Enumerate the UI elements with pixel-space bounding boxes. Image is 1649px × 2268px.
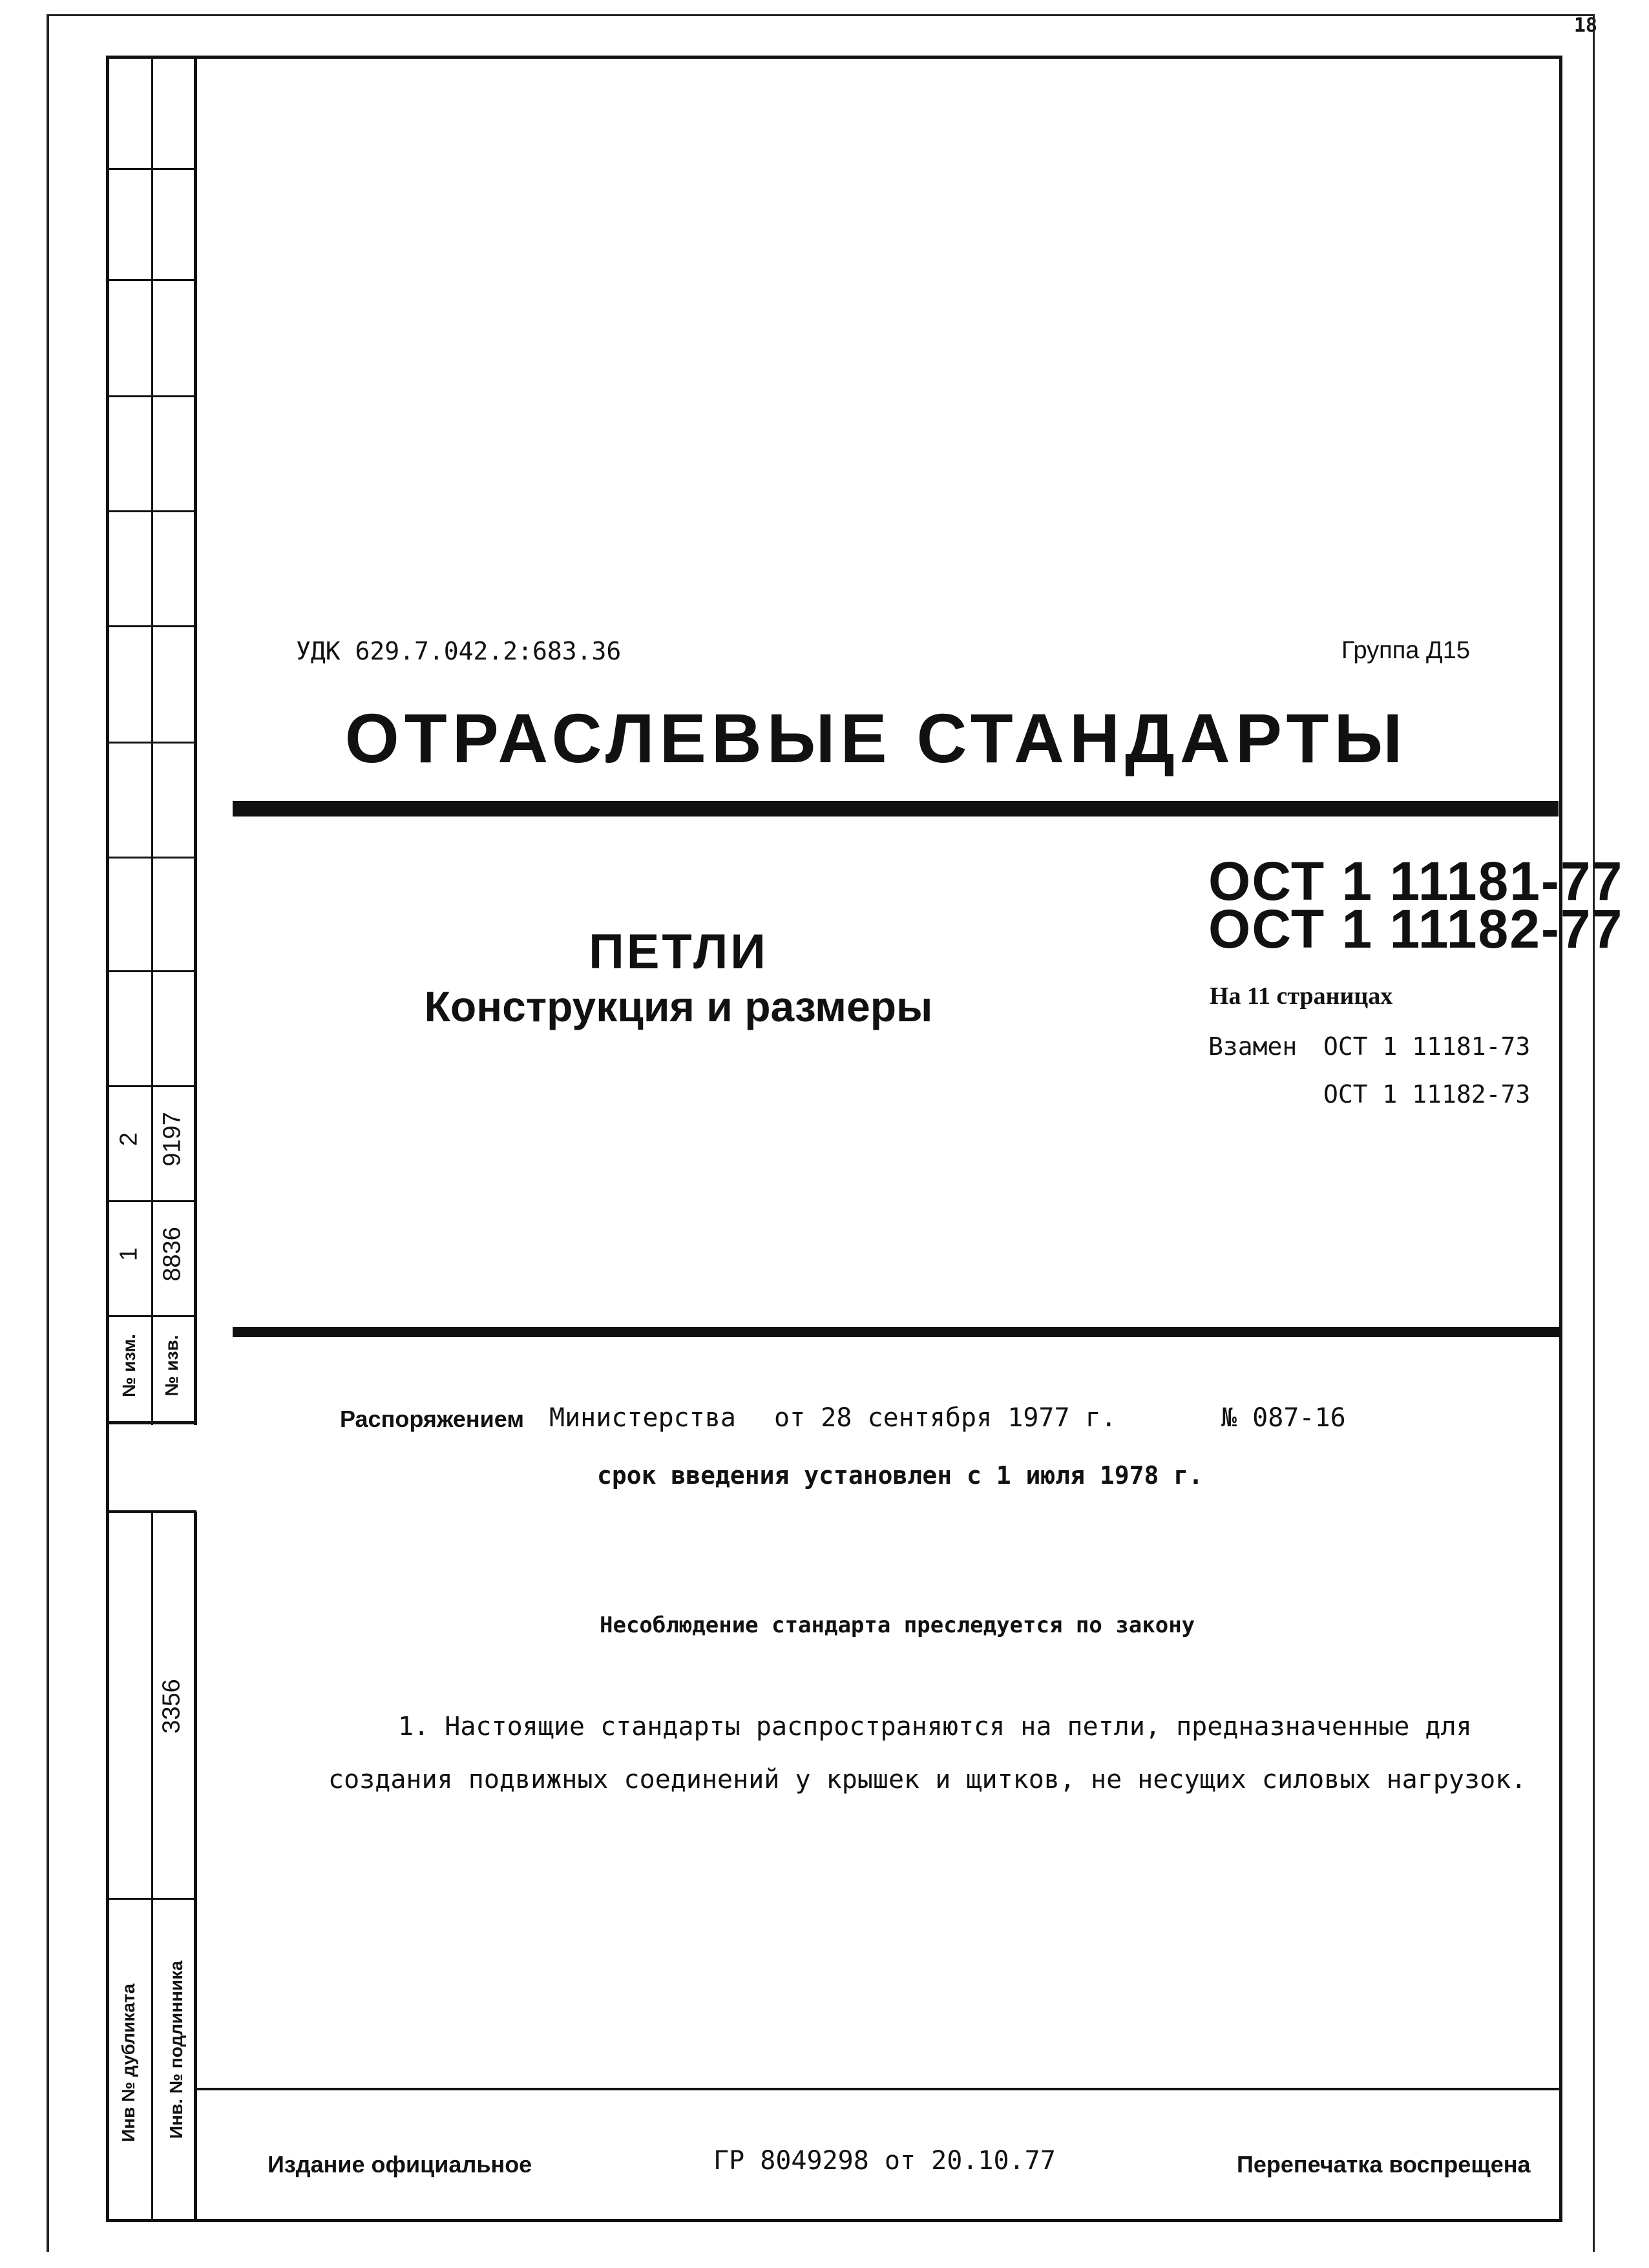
law-notice: Несоблюдение стандарта преследуется по закону — [600, 1612, 1195, 1638]
order-number: № 087-16 — [1221, 1403, 1346, 1433]
registration-number: ГР 8049298 от 20.10.77 — [713, 2146, 1056, 2176]
page-count: На 11 страницах — [1210, 983, 1393, 1010]
page-number: 18 — [1573, 14, 1597, 37]
paragraph-1-line-2: создания подвижных соединений у крышек и щитков, не несущих силовых нагрузок. — [328, 1765, 1527, 1795]
replaces-code-2: ОСТ 1 11182-73 — [1323, 1080, 1531, 1108]
paragraph-1-line-1: 1. Настоящие стандарты распространяются на петли, предназначенные для — [398, 1712, 1472, 1742]
udk-code: УДК 629.7.042.2:683.36 — [296, 637, 622, 665]
main-frame — [106, 56, 1562, 2222]
reprint-prohibited: Перепечатка воспрещена — [1237, 2151, 1531, 2178]
label-revision-no: № изм. — [119, 1334, 139, 1397]
document-subtitle: Конструкция и размеры — [424, 983, 933, 1030]
thick-rule-top — [233, 801, 1559, 817]
order-label: Распоряжением — [340, 1406, 524, 1432]
thick-rule-bottom — [233, 1327, 1562, 1337]
replaces-code-1: ОСТ 1 11181-73 — [1323, 1032, 1531, 1061]
order-date: от 28 сентября 1977 г. — [774, 1403, 1117, 1433]
label-notice-no: № изв. — [162, 1335, 182, 1397]
replaces-label: Взамен — [1208, 1032, 1297, 1061]
effective-date: срок введения установлен с 1 июля 1978 г. — [597, 1461, 1203, 1490]
document-title: ПЕТЛИ — [589, 924, 768, 979]
revision-number-2: 2 — [115, 1132, 143, 1147]
ministry: Министерства — [549, 1403, 736, 1433]
notice-number-9197: 9197 — [158, 1112, 186, 1167]
label-duplicate-inventory: Инв № дубликата — [118, 1983, 138, 2142]
label-original-inventory: Инв. № подлинника — [166, 1961, 186, 2139]
notice-number-8836: 8836 — [158, 1227, 186, 1282]
group-code: Группа Д15 — [1341, 637, 1470, 664]
footer-rule — [194, 2088, 1562, 2090]
revision-number-1: 1 — [115, 1247, 143, 1262]
official-edition: Издание официальное — [268, 2151, 532, 2178]
original-inventory-value: 3356 — [158, 1679, 185, 1734]
main-title: ОТРАСЛЕВЫЕ СТАНДАРТЫ — [344, 699, 1408, 777]
standard-code-2: ОСТ 1 11182-77 — [1208, 899, 1624, 959]
standard-code-1: ОСТ 1 11181-77 — [1208, 851, 1624, 911]
